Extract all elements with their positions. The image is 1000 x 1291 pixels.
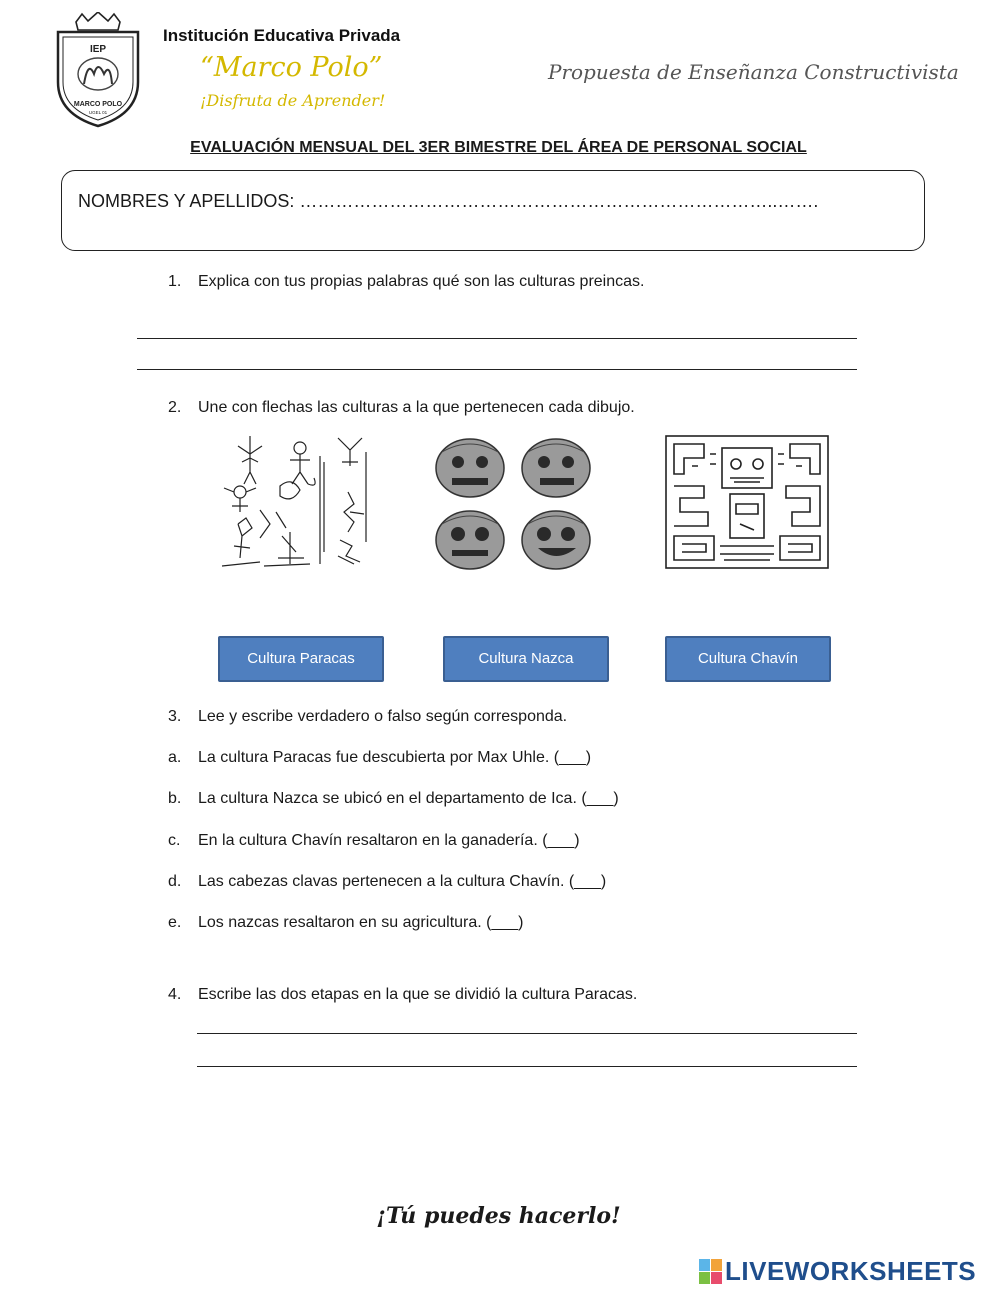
question-number: 2. bbox=[168, 399, 182, 416]
answer-line[interactable] bbox=[197, 1033, 857, 1034]
question-text: Escribe las dos etapas en la que se dividió la cultura Paracas. bbox=[198, 986, 638, 1003]
item-letter: d. bbox=[168, 873, 182, 890]
true-false-item-d bbox=[168, 873, 606, 891]
exam-title: EVALUACIÓN MENSUAL DEL 3ER BIMESTRE DEL ÁREA DE PERSONAL SOCIAL bbox=[190, 139, 807, 156]
question-number: 4. bbox=[168, 986, 182, 1003]
item-text[interactable]: La cultura Paracas fue descubierta por Max Uhle. (___) bbox=[198, 749, 592, 766]
question-1 bbox=[168, 273, 644, 291]
question-4 bbox=[168, 986, 637, 1004]
cultura-paracas-button[interactable]: Cultura Paracas bbox=[218, 636, 384, 682]
institution-type: Institución Educativa Privada bbox=[163, 26, 401, 45]
school-slogan: ¡Disfruta de Aprender! bbox=[200, 91, 386, 110]
chavin-heads-image bbox=[428, 436, 600, 572]
item-text[interactable]: La cultura Nazca se ubicó en el departamento de Ica. (___) bbox=[198, 790, 619, 807]
true-false-item-a bbox=[168, 749, 591, 767]
item-text[interactable]: Las cabezas clavas pertenecen a la cultura Chavín. (___) bbox=[198, 873, 607, 890]
question-text: Une con flechas las culturas a la que pertenecen cada dibujo. bbox=[198, 399, 635, 416]
cultura-nazca-button[interactable]: Cultura Nazca bbox=[443, 636, 609, 682]
school-name: “Marco Polo” bbox=[200, 52, 383, 83]
encouragement-text: ¡Tú puedes hacerlo! bbox=[376, 1203, 621, 1229]
name-field[interactable]: NOMBRES Y APELLIDOS: ……………………………………………………………………..……. bbox=[78, 191, 819, 211]
item-text[interactable]: Los nazcas resaltaron en su agricultura. (___) bbox=[198, 914, 524, 931]
answer-line[interactable] bbox=[137, 369, 857, 370]
question-3 bbox=[168, 708, 567, 726]
liveworksheets-logo bbox=[699, 1256, 976, 1286]
nazca-lines-image bbox=[220, 432, 380, 572]
item-letter: c. bbox=[168, 832, 181, 849]
item-letter: b. bbox=[168, 790, 182, 807]
answer-line[interactable] bbox=[197, 1066, 857, 1067]
answer-line[interactable] bbox=[137, 338, 857, 339]
teaching-proposal: Propuesta de Enseñanza Constructivista bbox=[548, 60, 959, 84]
liveworksheets-icon bbox=[699, 1259, 723, 1285]
svg-text:UGEL 01: UGEL 01 bbox=[88, 110, 108, 115]
question-number: 1. bbox=[168, 273, 182, 290]
svg-text:IEP: IEP bbox=[89, 44, 107, 55]
item-text[interactable]: En la cultura Chavín resaltaron en la ganadería. (___) bbox=[198, 832, 580, 849]
question-text: Lee y escribe verdadero o falso según corresponda. bbox=[198, 708, 568, 725]
true-false-item-c bbox=[168, 832, 580, 850]
brand-name: LIVEWORKSHEETS bbox=[725, 1256, 977, 1286]
cultura-chavin-button[interactable]: Cultura Chavín bbox=[665, 636, 831, 682]
school-logo bbox=[52, 12, 144, 130]
paracas-textile-image bbox=[664, 434, 830, 570]
question-text: Explica con tus propias palabras qué son las culturas preincas. bbox=[198, 273, 645, 290]
item-letter: a. bbox=[168, 749, 182, 766]
true-false-item-b bbox=[168, 790, 619, 808]
true-false-item-e bbox=[168, 914, 524, 932]
svg-text:MARCO POLO: MARCO POLO bbox=[73, 101, 123, 108]
question-2 bbox=[168, 399, 635, 417]
item-letter: e. bbox=[168, 914, 182, 931]
question-number: 3. bbox=[168, 708, 182, 725]
